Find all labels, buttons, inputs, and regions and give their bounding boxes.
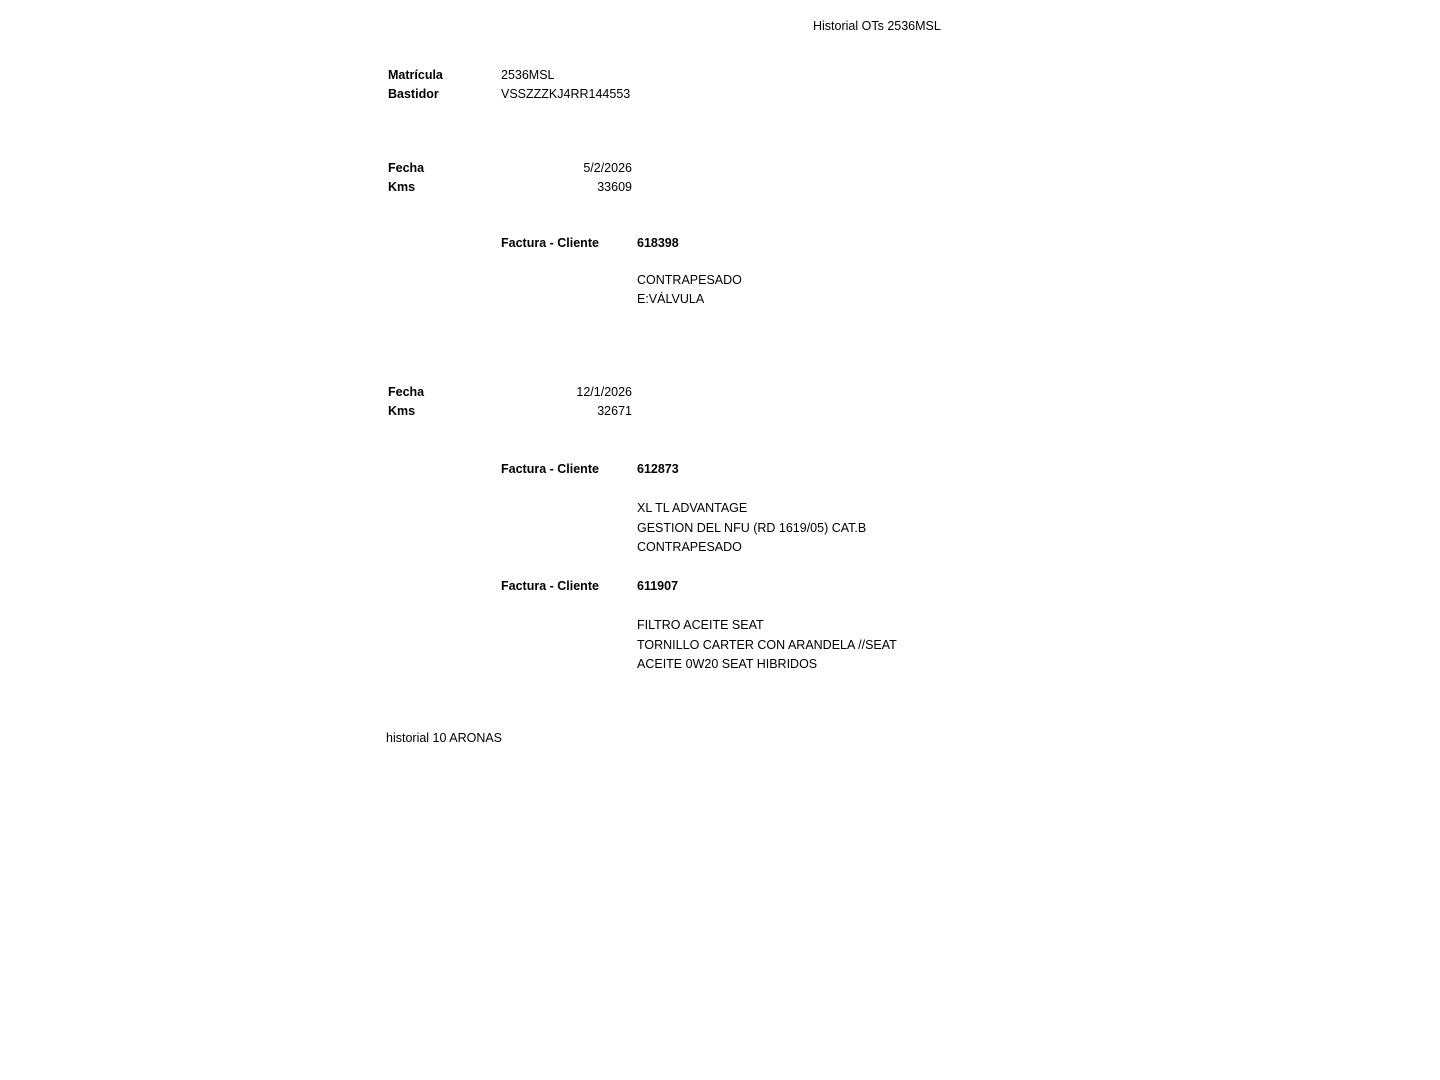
visit-date-label: Fecha — [388, 385, 425, 399]
visit-date-value: 12/1/2026 — [576, 385, 632, 399]
invoice-label: Factura - Cliente — [501, 579, 599, 593]
visit-kms-value: 32671 — [597, 404, 632, 418]
plate-label: Matrícula — [388, 68, 443, 82]
invoice-item: FILTRO ACEITE SEAT — [637, 618, 764, 632]
visit-date-value: 5/2/2026 — [583, 161, 632, 175]
visit-kms-label: Kms — [388, 180, 416, 194]
invoice-number: 618398 — [637, 236, 679, 250]
vin-label: Bastidor — [388, 87, 439, 101]
invoice-item: GESTION DEL NFU (RD 1619/05) CAT.B — [637, 521, 867, 535]
invoice-item: ACEITE 0W20 SEAT HIBRIDOS — [637, 657, 818, 671]
invoice-label: Factura - Cliente — [501, 462, 599, 476]
invoice-item: TORNILLO CARTER CON ARANDELA //SEAT — [637, 638, 897, 652]
invoice-number: 611907 — [637, 579, 679, 593]
plate-value: 2536MSL — [501, 68, 555, 82]
invoice-number: 612873 — [637, 462, 679, 476]
vin-value: VSSZZZKJ4RR144553 — [501, 87, 631, 101]
visit-date-label: Fecha — [388, 161, 425, 175]
invoice-label: Factura - Cliente — [501, 236, 599, 250]
invoice-item: CONTRAPESADO — [637, 273, 742, 287]
footer-note: historial 10 ARONAS — [386, 731, 503, 745]
invoice-item: XL TL ADVANTAGE — [637, 501, 748, 515]
visit-kms-label: Kms — [388, 404, 416, 418]
visit-kms-value: 33609 — [597, 180, 632, 194]
invoice-item: E:VÁLVULA — [637, 292, 705, 306]
page-title: Historial OTs 2536MSL — [813, 19, 941, 33]
invoice-item: CONTRAPESADO — [637, 540, 742, 554]
